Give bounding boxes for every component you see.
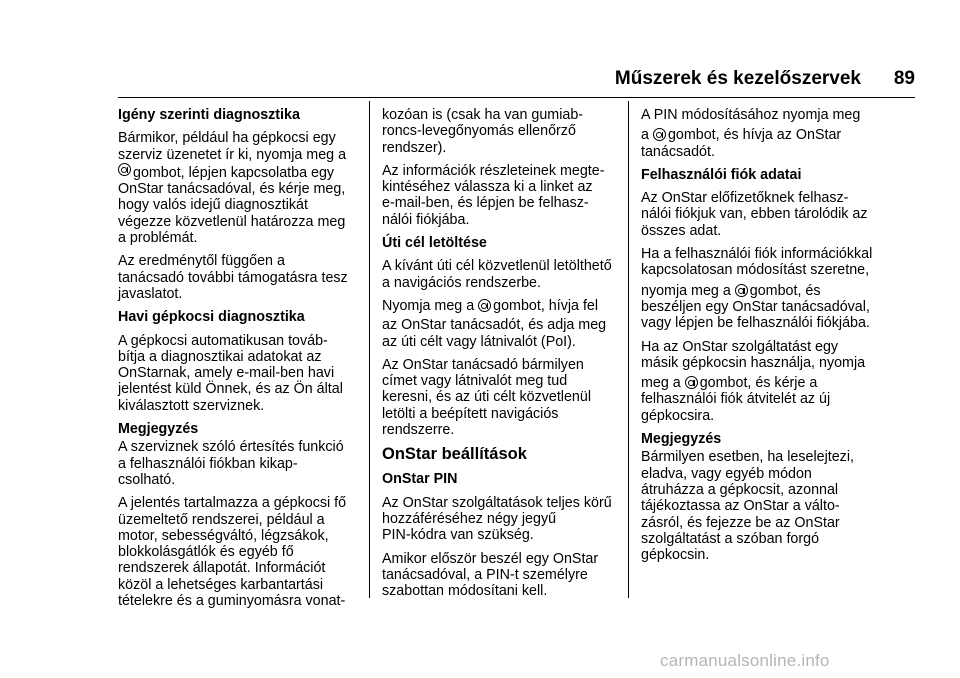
text-line: hozzáféréséhez négy jegyű	[382, 510, 557, 527]
text-line: tanácsadóval, a PIN-t személyre	[382, 566, 588, 583]
text-line: összes adat.	[641, 222, 722, 239]
heading-onstar-pin: OnStar PIN	[382, 471, 458, 488]
text-line: Az OnStar szolgáltatások teljes körű	[382, 494, 612, 511]
text-line: gépkocsin.	[641, 547, 710, 564]
text-line: eladva, vagy egyéb módon	[641, 465, 812, 482]
text-line: A PIN módosításához nyomja meg	[641, 107, 861, 123]
text-line: Bármilyen esetben, ha leselejtezi,	[641, 449, 854, 466]
text-line: roncs-levegőnyomás ellenőrző	[382, 123, 576, 140]
text-line: A kívánt úti cél közvetlenül letölthető	[382, 258, 612, 275]
text-line: kintéséhez válassza ki a linket az	[382, 179, 593, 196]
text-line: Ha az OnStar szolgáltatást egy	[641, 338, 839, 355]
text-line: kozóan is (csak ha van gumiab-	[382, 107, 584, 123]
text-line: letölti a beépített navigációs	[382, 405, 559, 422]
text-line: e-mail-ben, és lépjen be felhasz-	[382, 195, 589, 212]
onstar-icon	[478, 299, 491, 312]
text-line: Az OnStar előfizetőknek felhasz-	[641, 190, 849, 207]
page-number: 89	[893, 68, 915, 89]
text-line: közöl a lehetséges karbantartási	[118, 576, 324, 593]
paragraph	[382, 357, 622, 438]
heading-destination-download: Úti cél letöltése	[382, 235, 487, 252]
paragraph	[118, 333, 368, 414]
text-line: a	[641, 127, 649, 144]
text-line: felhasználói fiók átvitelét az új	[641, 391, 831, 408]
text-line: gombot, és kérje a	[699, 375, 818, 392]
paragraph	[641, 107, 921, 160]
text-line: nyomja meg a	[641, 282, 731, 299]
text-line: Nyomja meg a	[382, 297, 475, 314]
heading-monthly-diagnostics: Havi gépkocsi diagnosztika	[118, 309, 305, 326]
text-line: a problémát.	[118, 230, 198, 247]
text-line: kiválasztott szerviznek.	[118, 397, 265, 414]
text-line-with-icon	[641, 127, 921, 143]
text-line: tételekre és a guminyomásra vonat-	[118, 593, 346, 610]
text-line: OnStarnak, amely e-mail-ben havi	[118, 365, 335, 382]
text-line: Bármikor, például ha gépkocsi egy	[118, 130, 336, 147]
text-line: tanácsadó további támogatásra tesz	[118, 269, 348, 286]
heading-note: Megjegyzés	[118, 421, 199, 438]
heading-note: Megjegyzés	[641, 431, 722, 448]
text-line: rendszerre.	[382, 422, 455, 439]
paragraph	[118, 130, 368, 246]
header-rule	[118, 97, 915, 98]
paragraph	[382, 163, 622, 228]
text-line: gombot, lépjen kapcsolatba egy	[133, 164, 335, 181]
text-line: a navigációs rendszerbe.	[382, 274, 541, 291]
paragraph	[118, 439, 368, 488]
paragraph	[382, 551, 622, 600]
text-line: A gépkocsi automatikusan továb-	[118, 332, 328, 349]
text-line: az úti célt vagy látnivalót (PoI).	[382, 333, 576, 350]
text-line-with-icon	[641, 283, 921, 299]
text-line: Az OnStar tanácsadó bármilyen	[382, 356, 584, 373]
section-title-onstar-settings: OnStar beállítások	[382, 445, 527, 464]
text-line: Az információk részleteinek megte-	[382, 162, 605, 179]
page-header	[580, 68, 915, 98]
text-line: Ha a felhasználói fiók információkkal	[641, 246, 873, 263]
onstar-icon	[735, 284, 748, 297]
text-line: A jelentés tartalmazza a gépkocsi fő	[118, 495, 347, 512]
text-line: gombot, hívja fel	[493, 297, 599, 314]
paragraph	[118, 495, 368, 609]
column-3	[641, 107, 921, 570]
text-line-with-icon	[118, 163, 368, 181]
paragraph	[118, 253, 368, 302]
text-line: jelentést küld Önnek, és az Ön által	[118, 381, 343, 398]
text-line: gépkocsira.	[641, 407, 715, 424]
text-line: keresni, és az úti célt közvetlenül	[382, 389, 591, 406]
paragraph	[382, 258, 622, 291]
page-title: Műszerek és kezelőszervek	[614, 68, 861, 89]
text-line: Amikor először beszél egy OnStar	[382, 550, 599, 567]
heading-user-account: Felhasználói fiók adatai	[641, 166, 802, 183]
text-line: nálói fiókjuk van, ebben tárolódik az	[641, 206, 868, 223]
text-line: blokkolásgátlók és egyéb fő	[118, 544, 294, 561]
column-2	[382, 107, 622, 606]
text-line: PIN-kódra van szükség.	[382, 527, 534, 544]
text-line: szabottan módosítani kell.	[382, 583, 548, 600]
text-line: címet vagy látnivalót meg tud	[382, 373, 568, 390]
onstar-icon	[118, 163, 131, 176]
watermark: carmanualsonline.info	[660, 651, 830, 670]
text-line: meg a	[641, 375, 681, 392]
onstar-icon	[653, 128, 666, 141]
column-divider-1	[369, 101, 370, 598]
text-line: tanácsadót.	[641, 143, 715, 160]
text-line: vagy lépjen be felhasználói fiókjába.	[641, 315, 870, 332]
text-line: beszéljen egy OnStar tanácsadóval,	[641, 298, 870, 315]
paragraph	[382, 495, 622, 544]
text-line: rendszer).	[382, 139, 447, 156]
paragraph	[641, 449, 921, 563]
text-line: Az eredménytől függően a	[118, 253, 285, 270]
paragraph	[641, 246, 921, 331]
text-line: nálói fiókjába.	[382, 211, 470, 228]
text-line: bítja a diagnosztikai adatokat az	[118, 348, 322, 365]
text-line: A szerviznek szóló értesítés funkció	[118, 439, 344, 456]
text-line: hogy valós idejű diagnosztikát	[118, 197, 308, 214]
text-line: gombot, és	[749, 282, 821, 299]
text-line: szerviz üzenetet ír ki, nyomja meg a	[118, 146, 347, 163]
column-divider-2	[628, 101, 629, 598]
text-line-with-icon	[382, 298, 622, 314]
text-line: az OnStar tanácsadót, és adja meg	[382, 317, 607, 334]
paragraph	[382, 298, 622, 350]
text-line: gombot, és hívja az OnStar	[667, 127, 842, 144]
text-line: rendszerek állapotát. Információt	[118, 560, 326, 577]
text-line: végezze közvetlenül határozza meg	[118, 213, 346, 230]
text-line: kapcsolatosan módosítást szeretne,	[641, 262, 870, 279]
column-1	[118, 107, 368, 616]
text-line: átruházza a gépkocsit, azonnal	[641, 481, 839, 498]
text-line: zásról, és fejezze be az OnStar	[641, 514, 840, 531]
text-line: üzemeltető rendszerei, például a	[118, 511, 325, 528]
paragraph	[641, 339, 921, 424]
paragraph	[382, 107, 622, 156]
text-line: OnStar tanácsadóval, és kérje meg,	[118, 181, 346, 198]
text-line: másik gépkocsin használja, nyomja	[641, 354, 866, 371]
paragraph	[641, 190, 921, 239]
text-line: a felhasználói fiókban kikap-	[118, 455, 298, 472]
heading-on-demand-diagnostics: Igény szerinti diagnosztika	[118, 107, 300, 123]
text-line: csolható.	[118, 471, 176, 488]
text-line-with-icon	[641, 375, 921, 391]
text-line: tájékoztassa az OnStar a válto-	[641, 498, 840, 515]
text-line: motor, sebességváltó, légzsákok,	[118, 527, 329, 544]
text-line: javaslatot.	[118, 285, 183, 302]
onstar-icon	[685, 376, 698, 389]
text-line: szolgáltatást a szóban forgó	[641, 530, 820, 547]
